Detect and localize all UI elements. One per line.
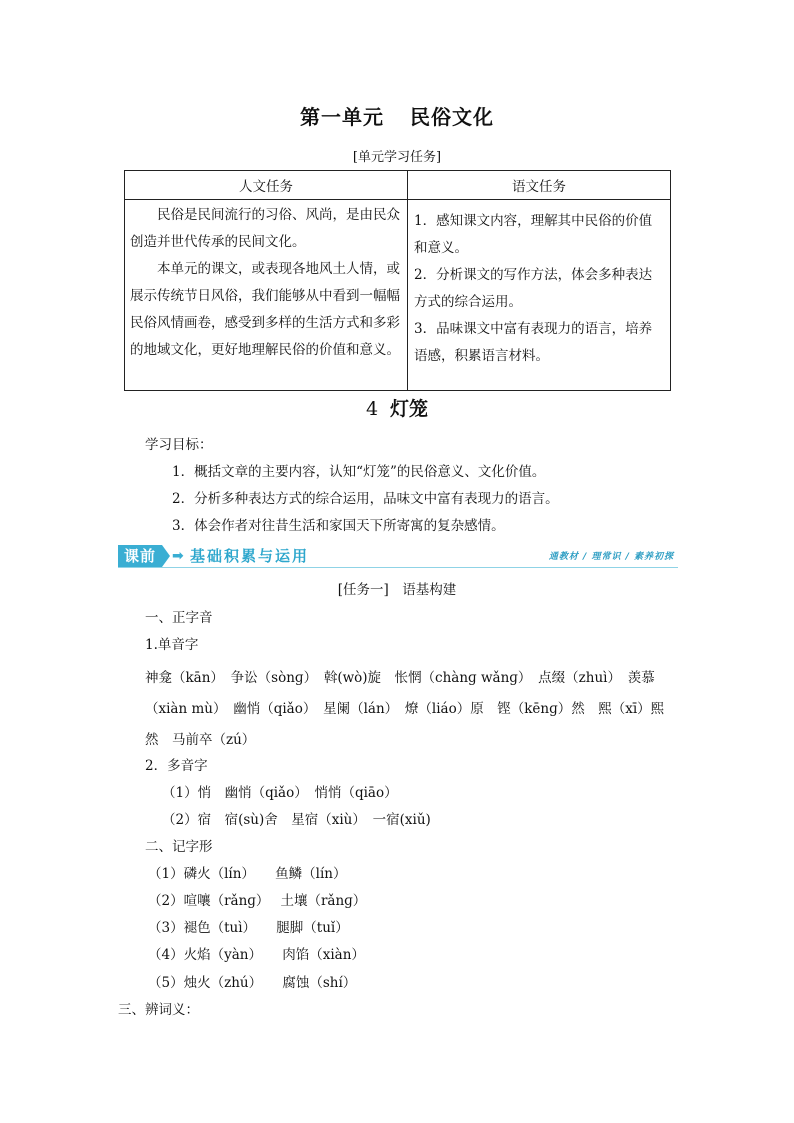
unit-task-table (124, 170, 671, 391)
humanities-cell (125, 200, 408, 391)
section-heading: 二、记字形 (145, 839, 213, 855)
header-humanities: 人文任务 (125, 171, 408, 200)
task-table-header (125, 171, 671, 200)
pronunciation-line: （xiàn mù） 幽悄（qiǎo） 星阑（lán） 燎（liáo）原 铿（kēnɡ）然 熙（xī）熙 (145, 701, 665, 717)
shape-line: （2）喧嚷（rǎnɡ） 土壤（rǎnɡ） (148, 893, 367, 909)
section-heading: 三、辨词义： (118, 1002, 199, 1018)
goals-label: 学习目标： (145, 437, 213, 453)
shape-line: （1）磷火（lín） 鱼鳞（lín） (148, 866, 347, 882)
arrow-right-icon: ➡ (172, 548, 184, 564)
unit-title-theme: 民俗文化 (410, 105, 494, 129)
language-cell (408, 200, 671, 391)
unit-title (0, 101, 794, 130)
unit-title-number: 第一单元 (300, 105, 384, 129)
humanities-paragraph: 民俗是民间流行的习俗、风尚，是由民众创造并世代传承的民间文化。 (130, 207, 400, 250)
goal-item: 3．体会作者对往昔生活和家国天下所寄寓的复杂感情。 (172, 518, 505, 534)
polyphone-line: （2）宿 宿(sù)舍 星宿（xiù） 一宿(xiǔ) (162, 812, 431, 828)
lesson-name: 灯笼 (390, 398, 429, 420)
task-table-body (125, 200, 671, 391)
pronunciation-line: 然 马前卒（zú） (145, 732, 256, 748)
goal-item: 2．分析多种表达方式的综合运用，品味文中富有表现力的语言。 (172, 491, 559, 507)
pronunciation-line: 神龛（kān） 争讼（sònɡ） 斡(wò)旋 怅惘（chànɡ wǎnɡ） 点缀（zhuì） 羡慕 (145, 670, 655, 686)
shape-line: （5）烛火（zhú） 腐蚀（shí） (148, 975, 357, 991)
unit-subtitle: [单元学习任务] (352, 150, 442, 165)
language-item: 1．感知课文内容，理解其中民俗的价值和意义。 (414, 213, 653, 256)
header-language: 语文任务 (408, 171, 671, 200)
section-tag: 课前 (118, 545, 162, 567)
language-item: 2．分析课文的写作方法，体会多种表达方式的综合运用。 (414, 267, 653, 310)
section-banner (118, 545, 678, 568)
subsection-heading: 1.单音字 (145, 637, 199, 653)
section-heading: 一、正字音 (145, 610, 213, 626)
polyphone-line: （1）悄 幽悄（qiǎo） 悄悄（qiāo） (162, 785, 398, 801)
shape-line: （3）褪色（tuì） 腿脚（tuǐ） (148, 920, 349, 936)
humanities-paragraph: 本单元的课文，或表现各地风土人情，或展示传统节日风俗，我们能够从中看到一幅幅民俗风情画卷，感受到多样的生活方式和多彩的地域文化，更好地理解民俗的价值和意义。 (130, 261, 400, 358)
subsection-heading: 2．多音字 (145, 758, 208, 774)
task-heading: [任务一] 语基构建 (337, 582, 457, 598)
shape-line: （4）火焰（yàn） 肉馅（xiàn） (148, 947, 365, 963)
section-tagline: 通教材 / 理常识 / 素养初探 (548, 552, 674, 562)
section-title: 基础积累与运用 (190, 547, 310, 565)
goal-item: 1．概括文章的主要内容，认知“灯笼”的民俗意义、文化价值。 (172, 464, 546, 480)
lesson-number: 4 (365, 398, 379, 420)
lesson-title (0, 394, 794, 421)
language-item: 3．品味课文中富有表现力的语言，培养语感，积累语言材料。 (414, 321, 653, 364)
